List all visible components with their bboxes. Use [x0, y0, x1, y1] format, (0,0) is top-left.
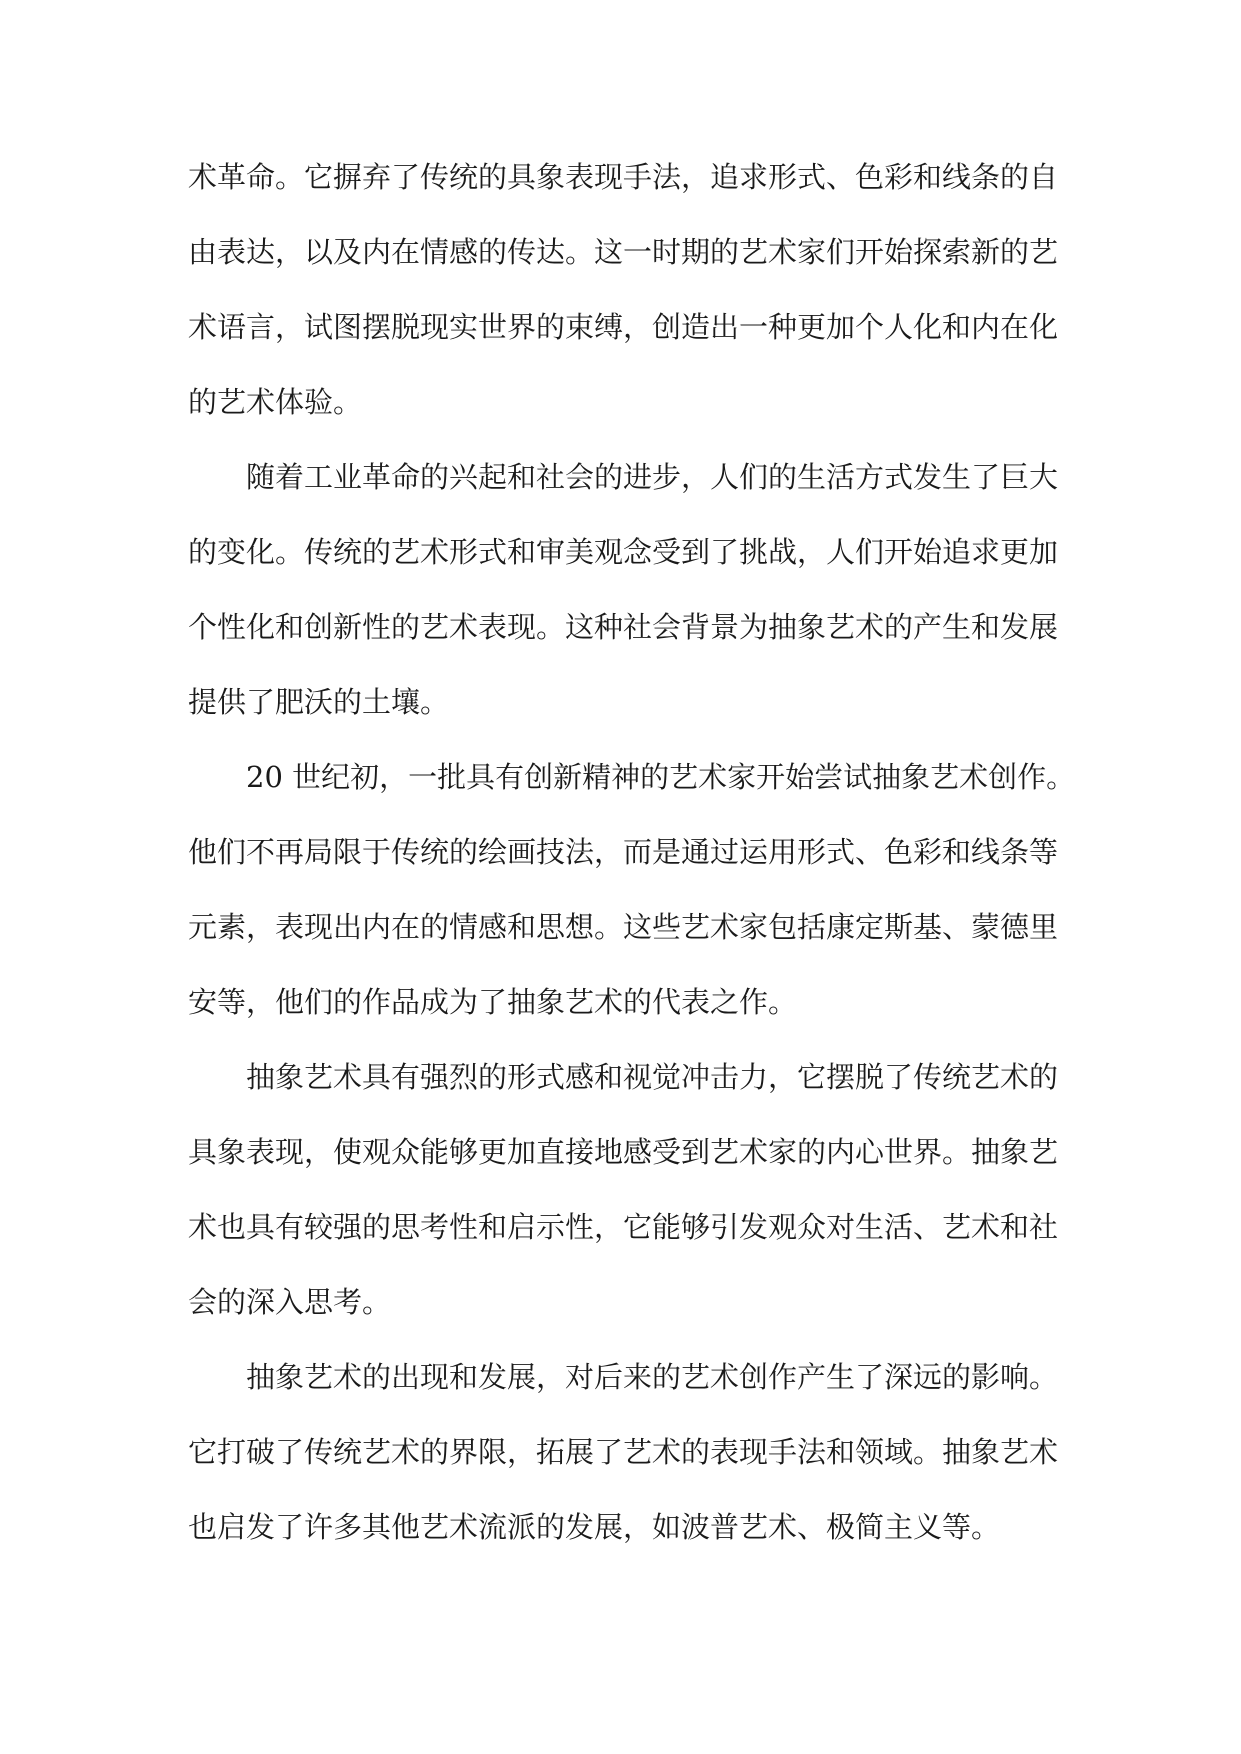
text-line: 他们不再局限于传统的绘画技法，而是通过运用形式、色彩和线条等	[188, 835, 1059, 869]
text-line: 会的深入思考。	[188, 1285, 392, 1319]
text-line: 20 世纪初，一批具有创新精神的艺术家开始尝试抽象艺术创作。	[246, 760, 1076, 794]
text-line: 术也具有较强的思考性和启示性，它能够引发观众对生活、艺术和社	[188, 1210, 1059, 1244]
paragraph	[188, 1040, 1068, 1340]
text-line: 抽象艺术的出现和发展，对后来的艺术创作产生了深远的影响。	[246, 1360, 1059, 1394]
paragraph	[188, 440, 1068, 740]
text-line: 也启发了许多其他艺术流派的发展，如波普艺术、极简主义等。	[188, 1510, 1001, 1544]
text-line: 安等，他们的作品成为了抽象艺术的代表之作。	[188, 985, 798, 1019]
text-line: 的变化。传统的艺术形式和审美观念受到了挑战，人们开始追求更加	[188, 535, 1059, 569]
text-line: 个性化和创新性的艺术表现。这种社会背景为抽象艺术的产生和发展	[188, 610, 1059, 644]
text-line: 的艺术体验。	[188, 385, 363, 419]
paragraph	[188, 740, 1076, 1040]
text-line: 提供了肥沃的土壤。	[188, 685, 450, 719]
text-line: 元素，表现出内在的情感和思想。这些艺术家包括康定斯基、蒙德里	[188, 910, 1059, 944]
paragraph	[188, 140, 1068, 440]
text-line: 随着工业革命的兴起和社会的进步，人们的生活方式发生了巨大	[246, 460, 1059, 494]
text-line: 术革命。它摒弃了传统的具象表现手法，追求形式、色彩和线条的自	[188, 160, 1059, 194]
text-line: 抽象艺术具有强烈的形式感和视觉冲击力，它摆脱了传统艺术的	[246, 1060, 1059, 1094]
paragraph	[188, 1340, 1068, 1565]
text-line: 由表达，以及内在情感的传达。这一时期的艺术家们开始探索新的艺	[188, 235, 1059, 269]
text-line: 它打破了传统艺术的界限，拓展了艺术的表现手法和领域。抽象艺术	[188, 1435, 1059, 1469]
text-line: 术语言，试图摆脱现实世界的束缚，创造出一种更加个人化和内在化	[188, 310, 1059, 344]
text-line: 具象表现，使观众能够更加直接地感受到艺术家的内心世界。抽象艺	[188, 1135, 1059, 1169]
body-text	[188, 140, 1076, 1565]
